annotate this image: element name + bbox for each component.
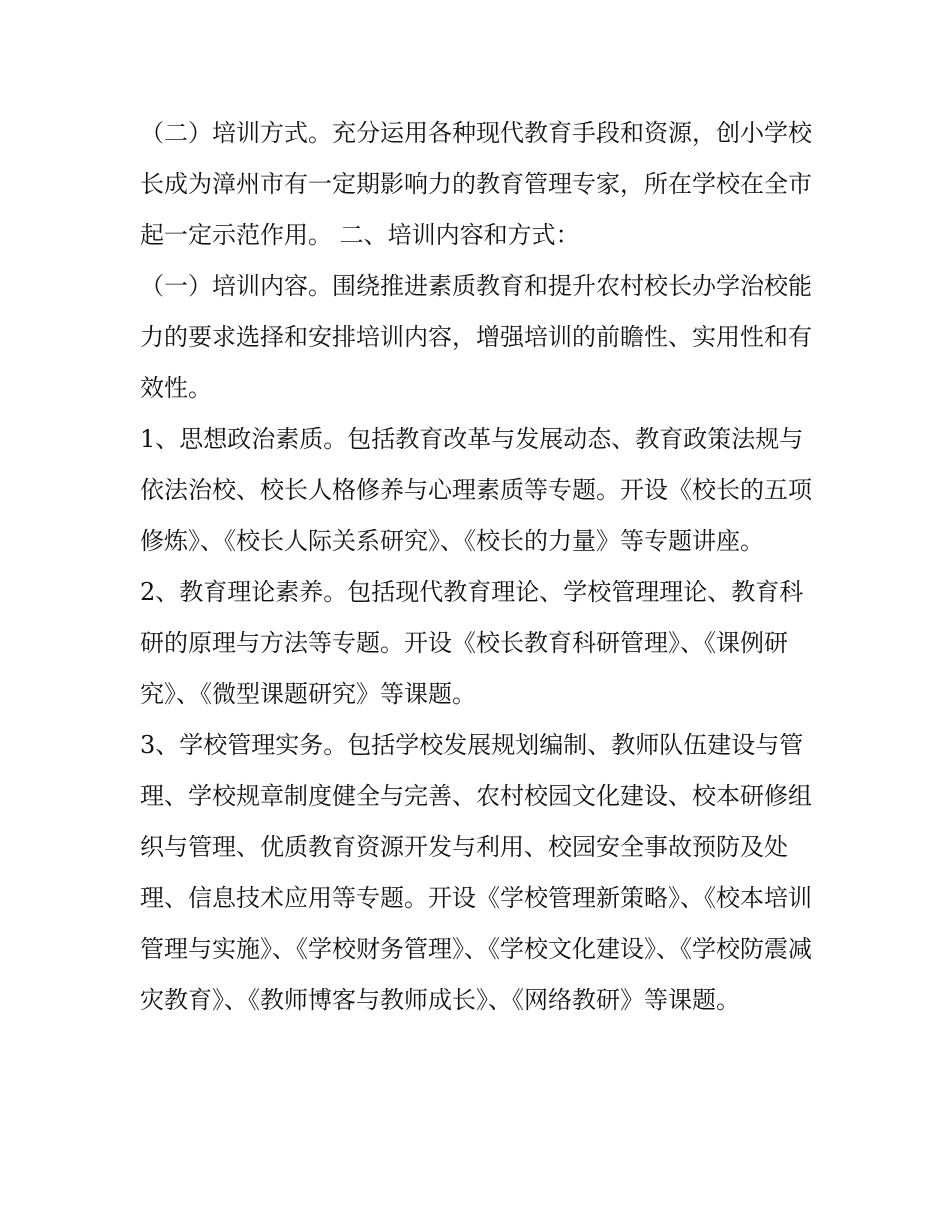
paragraph-education-theory: 2、教育理论素养。包括现代教育理论、学校管理理论、教育科研的原理与方法等专题。开设《校长教育科研管理》、《课例研究》、《微型课题研究》等课题。 — [140, 578, 804, 708]
paragraph-school-management: 3、学校管理实务。包括学校发展规划编制、教师队伍建设与管理、学校规章制度健全与完善、农村校园文化建设、校本研修组织与管理、优质教育资源开发与利用、校园安全事故预防及处理、信息技术应用等专题。开设《学校管理新策略》、《校本培训管理与实施》、《学校财务管理》、《学校文化建设》、《学校防震减灾教育》、《教师博客与教师成长》、《网络教研》等课题。 — [140, 731, 812, 1014]
paragraph-political-quality: 1、思想政治素质。包括教育改革与发展动态、教育政策法规与依法治校、校长人格修养与心理素质等专题。开设《校长的五项修炼》、《校长人际关系研究》、《校长的力量》等专题讲座。 — [140, 425, 812, 555]
paragraph-training-method: （二）培训方式。充分运用各种现代教育手段和资源，创小学校长成为漳州市有一定期影响力的教育管理专家，所在学校在全市起一定示范作用。 二、培训内容和方式： — [140, 119, 812, 249]
document-body — [140, 108, 816, 1026]
paragraph-training-content: （一）培训内容。围绕推进素质教育和提升农村校长办学治校能力的要求选择和安排培训内容，增强培训的前瞻性、实用性和有效性。 — [140, 272, 812, 402]
